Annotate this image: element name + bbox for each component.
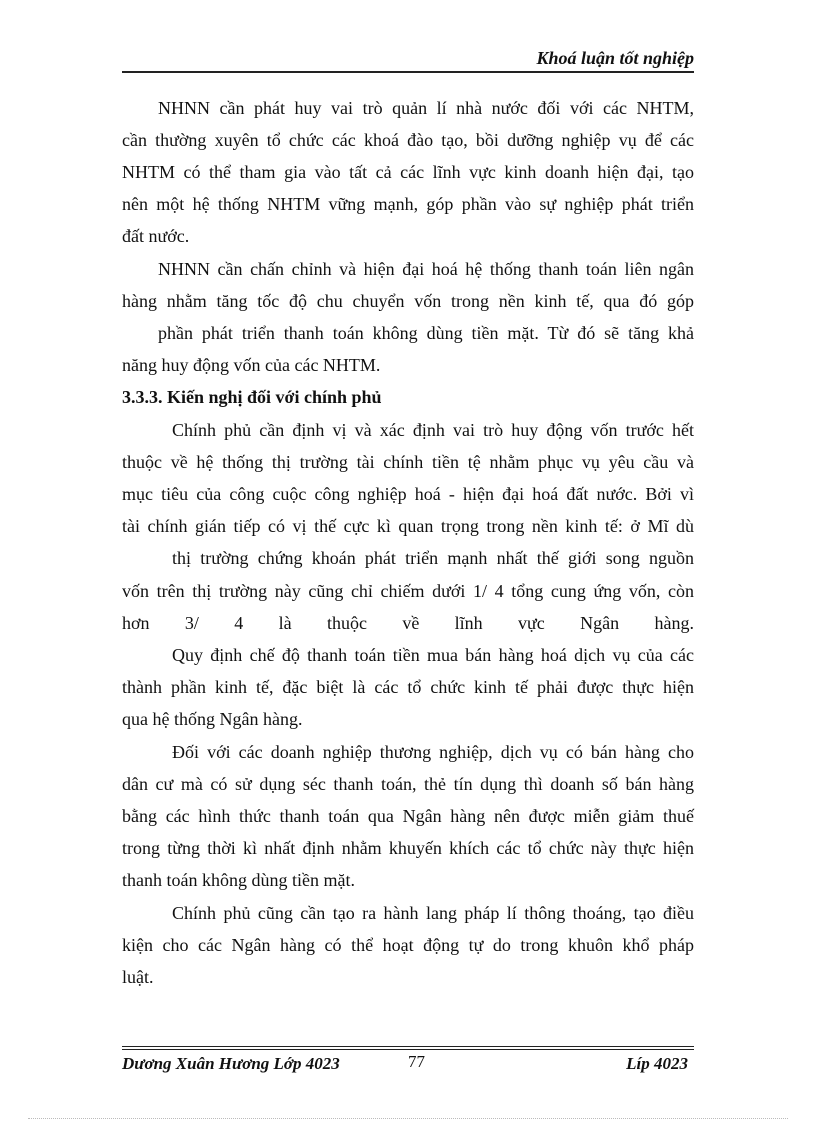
footer-class: Líp 4023 [626,1054,688,1073]
body-line: vốn trên thị trường này cũng chỉ chiếm dưới 1/ 4 tổng cung ứng vốn, còn [122,581,694,601]
footer-author: Dương Xuân Hương Lớp 4023 [122,1054,340,1073]
body-line: nên một hệ thống NHTM vững mạnh, góp phần vào sự nghiệp phát triển [122,194,694,214]
body-line: Quy định chế độ thanh toán tiền mua bán hàng hoá dịch vụ của các [172,645,694,665]
body-line: dân cư mà có sử dụng séc thanh toán, thẻ tín dụng thì doanh số bán hàng [122,774,694,794]
body-line: phần phát triển thanh toán không dùng tiền mặt. Từ đó sẽ tăng khả [158,323,694,343]
body-line: NHNN cần phát huy vai trò quản lí nhà nước đối với các NHTM, [158,98,694,118]
body-line: hàng nhằm tăng tốc độ chu chuyển vốn trong nền kinh tế, qua đó góp [122,291,694,311]
body-line: qua hệ thống Ngân hàng. [122,709,303,729]
body-line: tài chính gián tiếp có vị thế cực kì quan trọng trong nền kinh tế: ở Mĩ dù [122,516,694,536]
body-line: kiện cho các Ngân hàng có thể hoạt động tự do trong khuôn khổ pháp [122,935,694,955]
body-line: trong từng thời kì nhất định nhằm khuyến khích các tổ chức này thực hiện [122,838,694,858]
header-title: Khoá luận tốt nghiệp [536,48,694,68]
body-line: thành phần kinh tế, đặc biệt là các tổ chức kinh tế phải được thực hiện [122,677,694,697]
footer-rule-top [122,1046,694,1047]
footer-rule-bottom [122,1049,694,1050]
header-rule [122,71,694,73]
page-number: 77 [408,1052,425,1071]
body-line: Đối với các doanh nghiệp thương nghiệp, dịch vụ có bán hàng cho [172,742,694,762]
body-line: đất nước. [122,226,190,246]
body-line: thanh toán không dùng tiền mặt. [122,870,355,890]
body-line: NHTM có thể tham gia vào tất cả các lĩnh vực kinh doanh hiện đại, tạo [122,162,694,182]
body-line: cần thường xuyên tổ chức các khoá đào tạo, bồi dưỡng nghiệp vụ để các [122,130,694,150]
body-line: luật. [122,967,154,987]
body-line: Chính phủ cũng cần tạo ra hành lang pháp lí thông thoáng, tạo điều [172,903,694,923]
body-line: mục tiêu của công cuộc công nghiệp hoá - hiện đại hoá đất nước. Bởi vì [122,484,694,504]
body-line: thuộc về hệ thống thị trường tài chính tiền tệ nhằm phục vụ yêu cầu và [122,452,694,472]
page-edge-dotted-line [28,1118,788,1119]
body-line: năng huy động vốn của các NHTM. [122,355,381,375]
section-heading: 3.3.3. Kiến nghị đối với chính phủ [122,387,382,407]
body-line: bằng các hình thức thanh toán qua Ngân hàng nên được miễn giảm thuế [122,806,694,826]
body-line: thị trường chứng khoán phát triển mạnh nhất thế giới song nguồn [172,548,694,568]
body-line: hơn 3/ 4 là thuộc về lĩnh vực Ngân hàng. [122,613,694,633]
body-line: NHNN cần chấn chỉnh và hiện đại hoá hệ thống thanh toán liên ngân [158,259,694,279]
body-line: Chính phủ cần định vị và xác định vai trò huy động vốn trước hết [172,420,694,440]
